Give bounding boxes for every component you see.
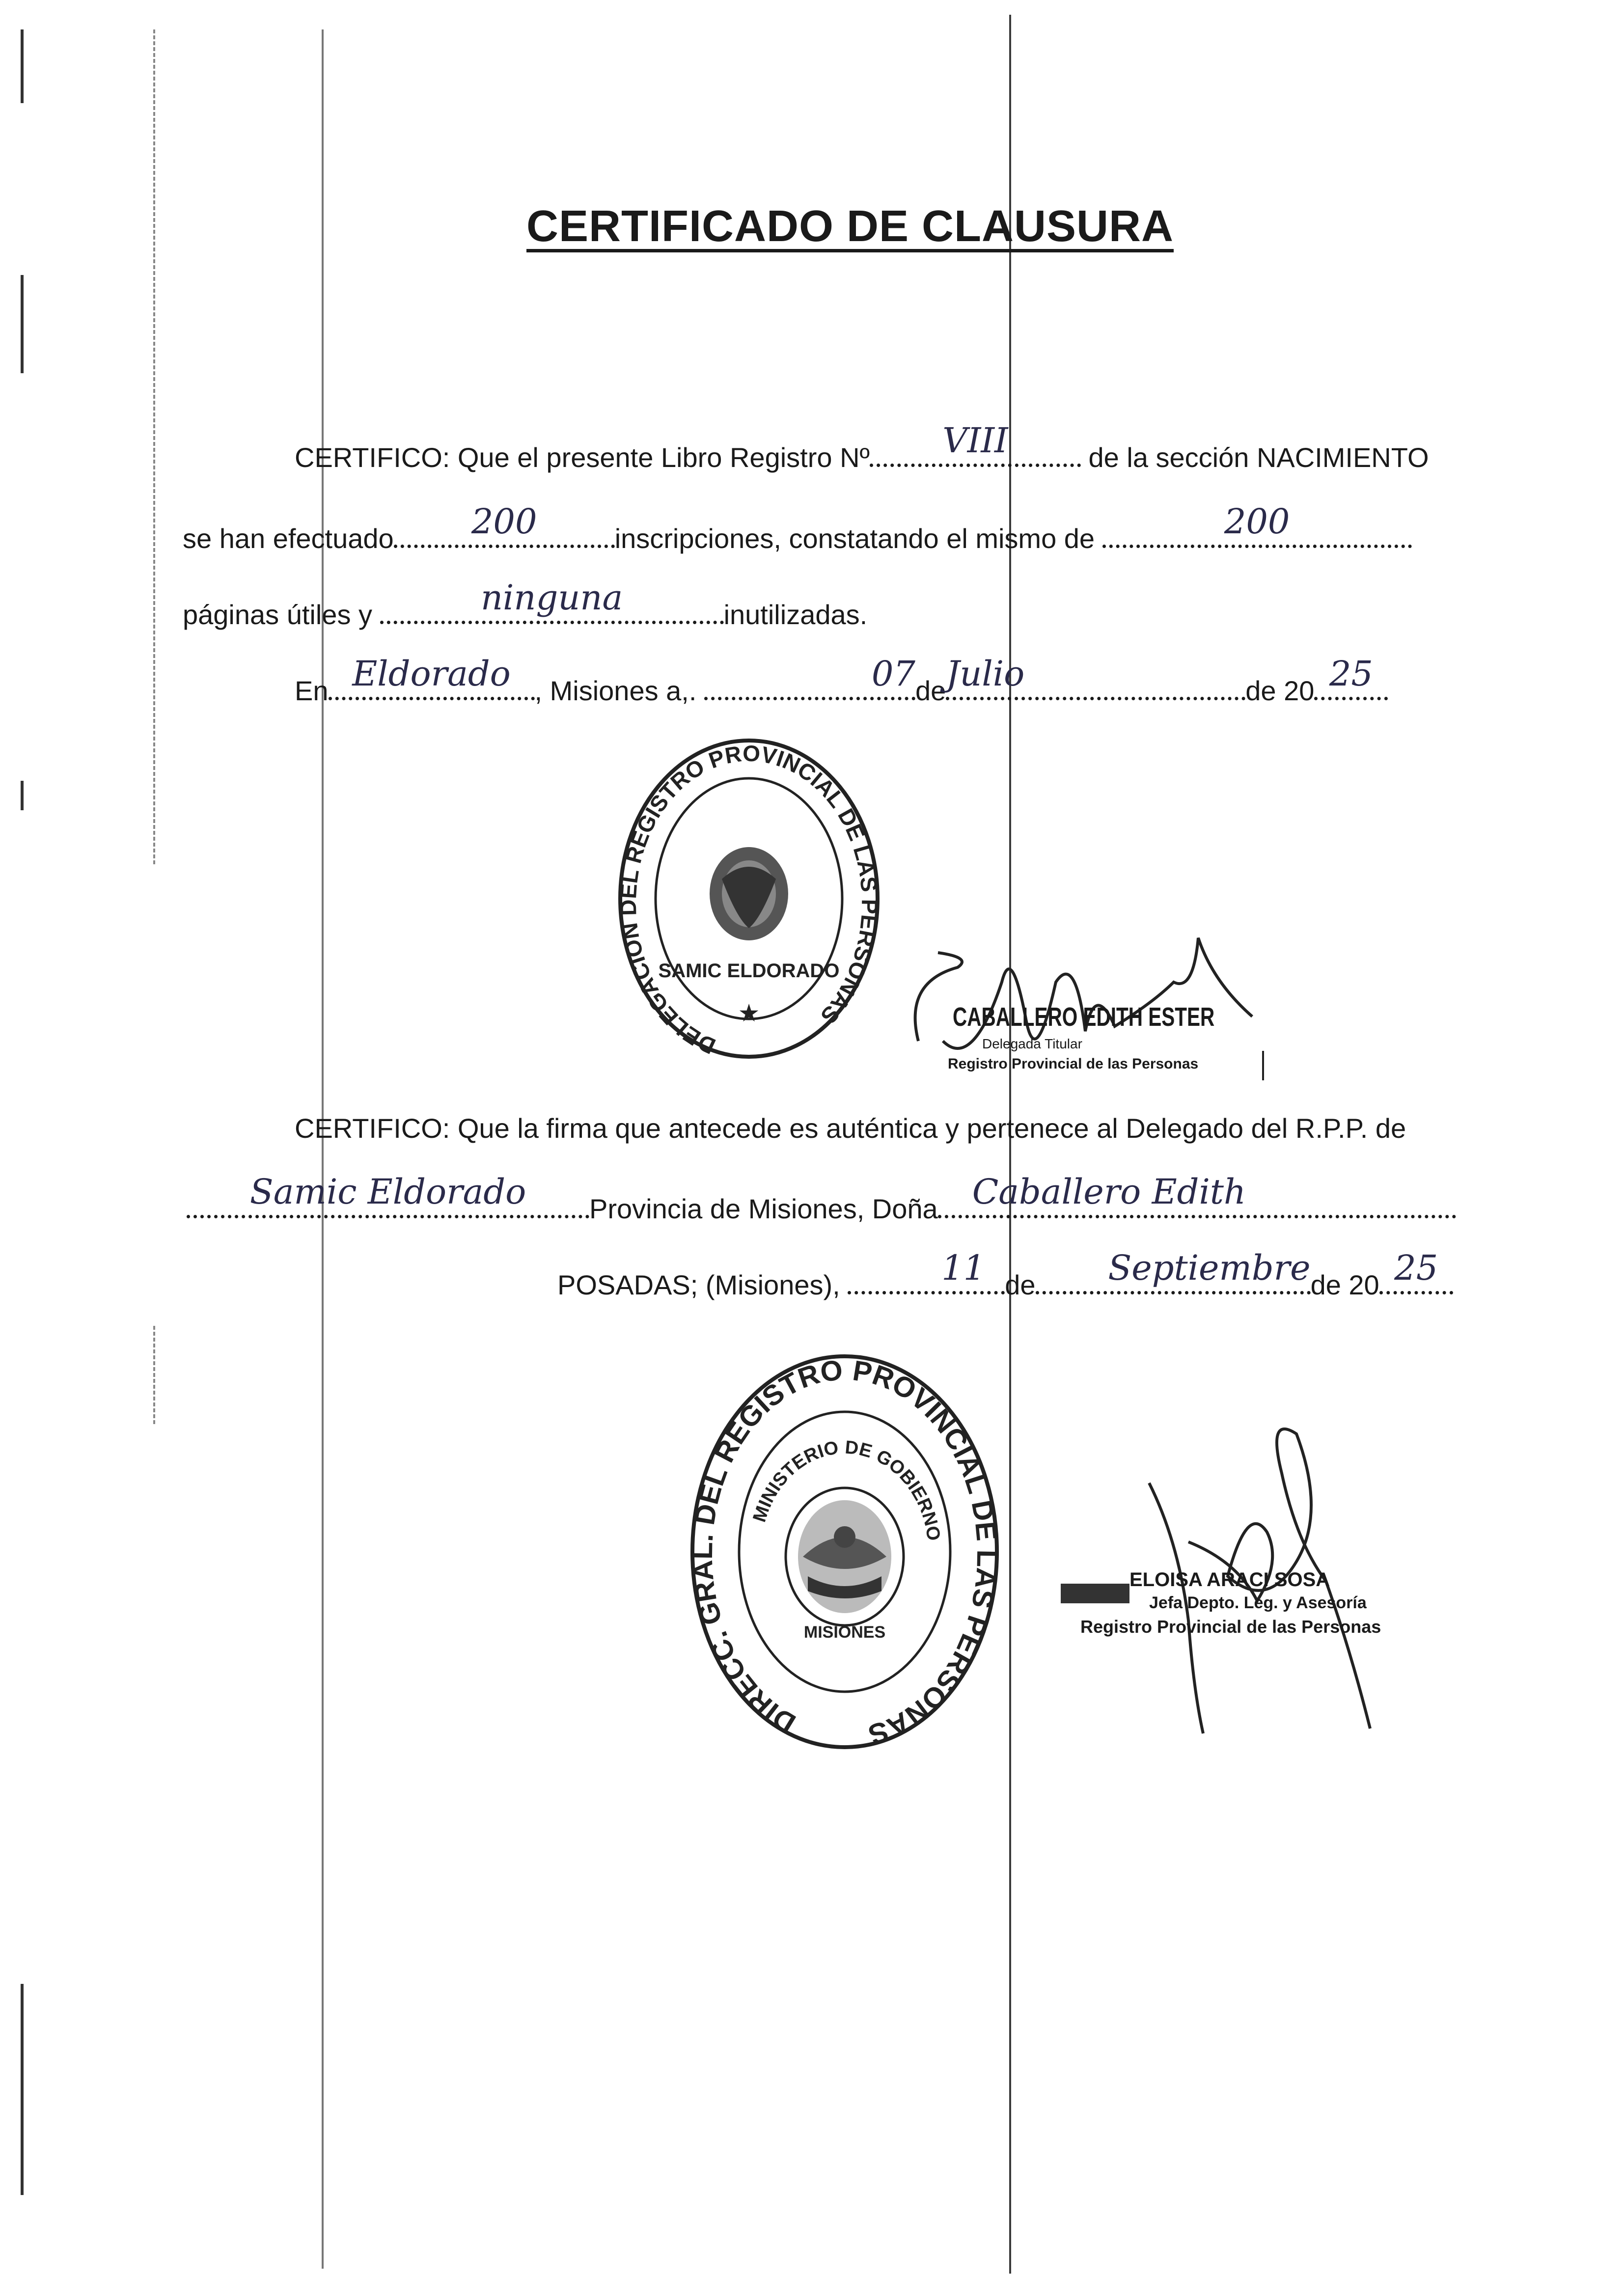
- anio-handwriting: 25: [1329, 654, 1373, 694]
- stamp2-center-text: MISIONES: [803, 1623, 886, 1642]
- dona-nombre-field: [938, 1172, 1456, 1218]
- signature1-tick: [1262, 1051, 1264, 1080]
- p1-line2: [183, 501, 1412, 554]
- registro-number-field: [870, 420, 1081, 467]
- p1-line4-de20: de 20: [1245, 675, 1315, 706]
- p2-line3-prefix: POSADAS; (Misiones),: [557, 1269, 840, 1300]
- dia-field: [704, 654, 915, 700]
- signature1-role: Delegada Titular: [982, 1036, 1082, 1051]
- lugar-field: [329, 654, 535, 700]
- delegacion-stamp: [614, 732, 884, 1066]
- margin-guide-line: [322, 29, 326, 2269]
- lugar-handwriting: Eldorado: [352, 654, 511, 694]
- p2-line2: [187, 1172, 1456, 1224]
- dona-nombre-handwriting: Caballero Edith: [972, 1172, 1246, 1212]
- registro-number-handwriting: VIII: [942, 420, 1008, 461]
- p1-line2-mid: inscripciones, constatando el mismo de: [614, 523, 1095, 554]
- p2-line1: CERTIFICO: Que la firma que antecede es auténtica y pertenece al Delegado del R.P.P. de: [295, 1113, 1406, 1144]
- stamp2-inner-ring-text: MINISTERIO DE GOBIERNO: [749, 1437, 944, 1542]
- stamp2-ring-text: DIRECC. GRAL. DEL REGISTRO PROVINCIAL DE LAS PERSONAS: [686, 1354, 1003, 1751]
- p1-line4-misiones: , Misiones a,.: [534, 675, 697, 706]
- mes-handwriting: Julio: [946, 654, 1025, 694]
- p2-line2-mid: Provincia de Misiones, Doña: [589, 1193, 938, 1224]
- signature2-org: Registro Provincial de las Personas: [1080, 1617, 1381, 1637]
- margin-mark: [21, 275, 24, 373]
- p1-line4-en: En: [295, 675, 329, 706]
- margin-dash-line: [153, 29, 157, 864]
- inscripciones-field: [394, 501, 615, 548]
- stamp1-ring-text: DELEGACION DEL REGISTRO PROVINCIAL DE LAS PERSONAS: [615, 740, 883, 1060]
- posadas-anio-field: [1379, 1248, 1453, 1294]
- p1-line1-suffix: de la sección NACIMIENTO: [1088, 442, 1429, 473]
- paginas-handwriting: 200: [1224, 501, 1290, 542]
- inscripciones-handwriting: 200: [471, 501, 537, 542]
- p1-line3-prefix: páginas útiles y: [183, 599, 373, 630]
- posadas-mes-handwriting: Septiembre: [1108, 1248, 1311, 1288]
- signature1-org: Registro Provincial de las Personas: [948, 1056, 1199, 1072]
- signature2-name: ELOISA ARACI SOSA: [1129, 1569, 1330, 1591]
- posadas-dia-handwriting: 11: [941, 1248, 986, 1288]
- dia-handwriting: 07: [871, 654, 915, 694]
- fold-line: [1009, 15, 1011, 2274]
- coat-of-arms-icon: [710, 847, 788, 940]
- direccion-general-stamp: [685, 1350, 1004, 1753]
- p2-line3-de: de: [1005, 1269, 1036, 1300]
- p1-line1-prefix: CERTIFICO: Que el presente Libro Registro Nº: [295, 442, 870, 473]
- samic-lugar-field: [187, 1172, 589, 1218]
- signature2-stamp-smudge: [1061, 1584, 1129, 1603]
- anio-field: [1314, 654, 1388, 700]
- margin-mark: [21, 29, 24, 103]
- p2-line3: [557, 1248, 1453, 1300]
- margin-mark: [21, 1984, 24, 2195]
- inutilizadas-handwriting: ninguna: [480, 577, 623, 618]
- p1-line1: [295, 420, 1429, 473]
- p1-line4: [295, 654, 1388, 706]
- paginas-field: [1102, 501, 1412, 548]
- posadas-dia-field: [848, 1248, 1005, 1294]
- provincial-emblem-icon: [786, 1488, 904, 1625]
- star-icon: ★: [738, 999, 760, 1027]
- margin-mark: [21, 781, 24, 810]
- posadas-mes-field: [1036, 1248, 1311, 1294]
- p2-line3-de20: de 20: [1310, 1269, 1379, 1300]
- p1-line3-suffix: inutilizadas.: [723, 599, 868, 630]
- margin-dash-line: [153, 1326, 157, 1424]
- document-title: CERTIFICADO DE CLAUSURA: [526, 202, 1174, 251]
- inutilizadas-field: [380, 577, 724, 624]
- signature2-role: Jefa Depto. Leg. y Asesoría: [1149, 1593, 1367, 1612]
- samic-lugar-handwriting: Samic Eldorado: [249, 1172, 526, 1212]
- posadas-anio-handwriting: 25: [1394, 1248, 1438, 1288]
- p1-line4-de: de: [915, 675, 946, 706]
- p1-line2-prefix: se han efectuado: [183, 523, 394, 554]
- stamp1-inner-text: SAMIC ELDORADO: [658, 960, 840, 982]
- p1-line3: [183, 577, 868, 630]
- signature1-name: CABALLERO EDITH ESTER: [953, 1002, 1215, 1032]
- mes-field: [946, 654, 1245, 700]
